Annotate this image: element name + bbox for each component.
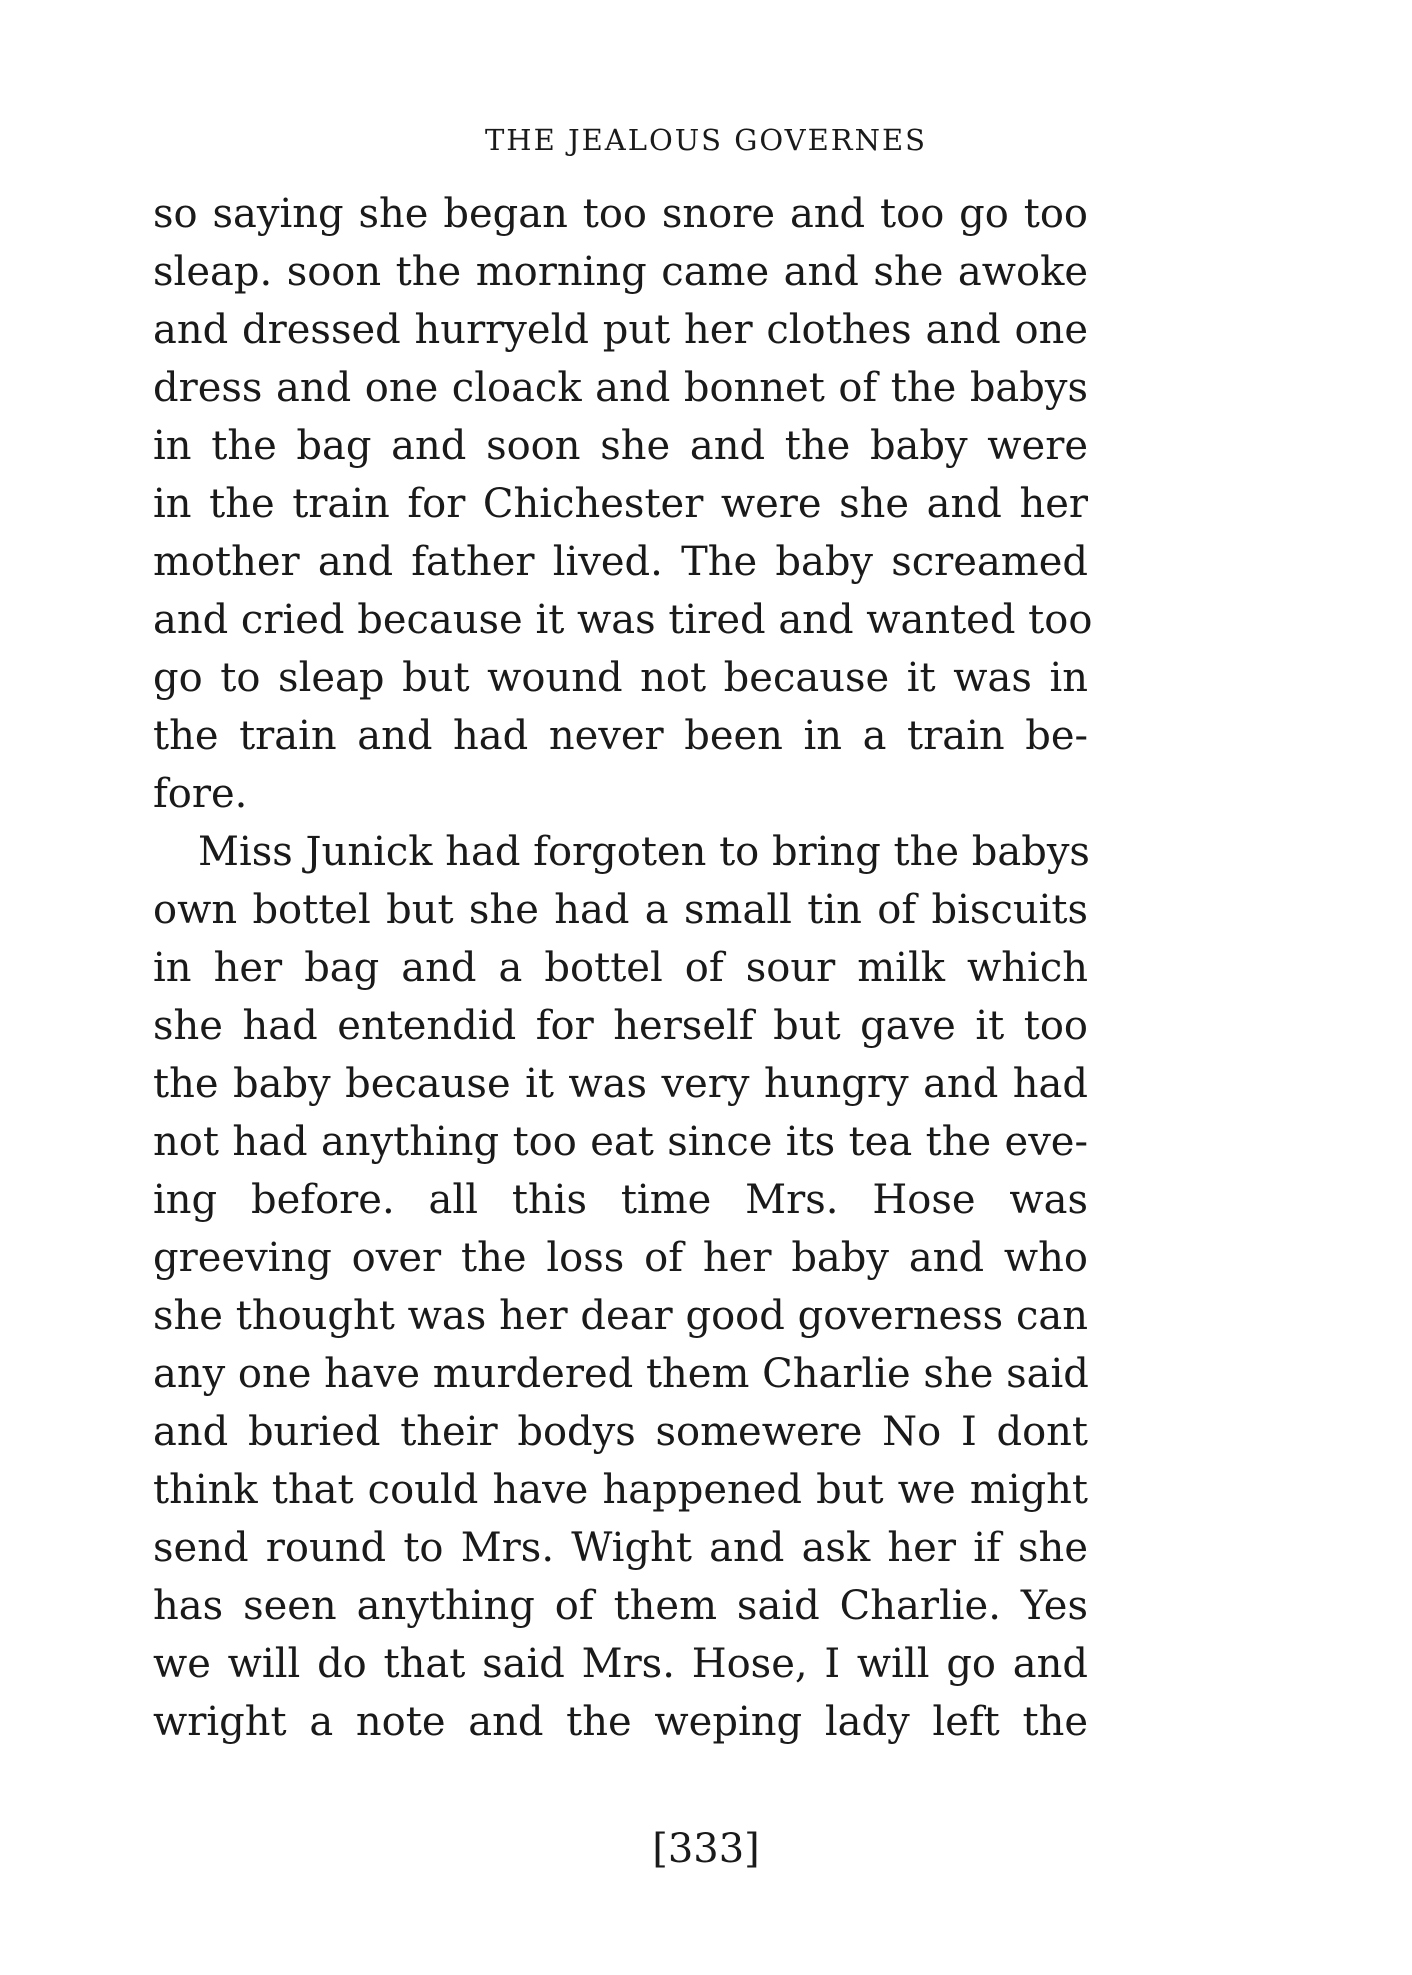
page-number: [333]: [652, 1826, 760, 1872]
text-line: wright a note and the weping lady left the: [153, 1699, 1088, 1745]
text-line: we will do that said Mrs. Hose, I will go and: [153, 1641, 1088, 1687]
text-line: own bottel but she had a small tin of biscuits: [153, 887, 1088, 933]
text-line: not had anything too eat since its tea the eve-: [153, 1119, 1088, 1165]
text-line: in the train for Chichester were she and her: [153, 481, 1088, 527]
text-line: greeving over the loss of her baby and who: [153, 1235, 1088, 1281]
text-line: so saying she began too snore and too go too: [153, 191, 1088, 237]
text-line: she thought was her dear good governess can: [153, 1293, 1088, 1339]
text-line: and buried their bodys somewere No I dont: [153, 1409, 1088, 1455]
text-line: she had entendid for herself but gave it too: [153, 1003, 1088, 1049]
text-line: the baby because it was very hungry and had: [153, 1061, 1088, 1107]
text-line: think that could have happened but we might: [153, 1467, 1088, 1513]
text-line: in her bag and a bottel of sour milk which: [153, 945, 1088, 991]
text-line: fore.: [153, 771, 248, 817]
text-line: sleap. soon the morning came and she awoke: [153, 249, 1088, 295]
text-line: go to sleap but wound not because it was in: [153, 655, 1088, 701]
text-line: any one have murdered them Charlie she said: [153, 1351, 1089, 1397]
text-line: the train and had never been in a train be-: [153, 713, 1088, 759]
text-line: send round to Mrs. Wight and ask her if she: [153, 1525, 1088, 1571]
text-line: and dressed hurryeld put her clothes and one: [153, 307, 1088, 353]
text-line: dress and one cloack and bonnet of the babys: [153, 365, 1088, 411]
text-line: and cried because it was tired and wanted too: [153, 597, 1093, 643]
running-head: THE JEALOUS GOVERNES: [484, 123, 928, 157]
text-line: in the bag and soon she and the baby were: [153, 423, 1088, 469]
text-line: Miss Junick had forgoten to bring the babys: [198, 829, 1090, 875]
text-line: ing before. all this time Mrs. Hose was: [153, 1177, 1088, 1223]
text-line: mother and father lived. The baby screamed: [153, 539, 1088, 585]
text-line: has seen anything of them said Charlie. Yes: [153, 1583, 1088, 1629]
